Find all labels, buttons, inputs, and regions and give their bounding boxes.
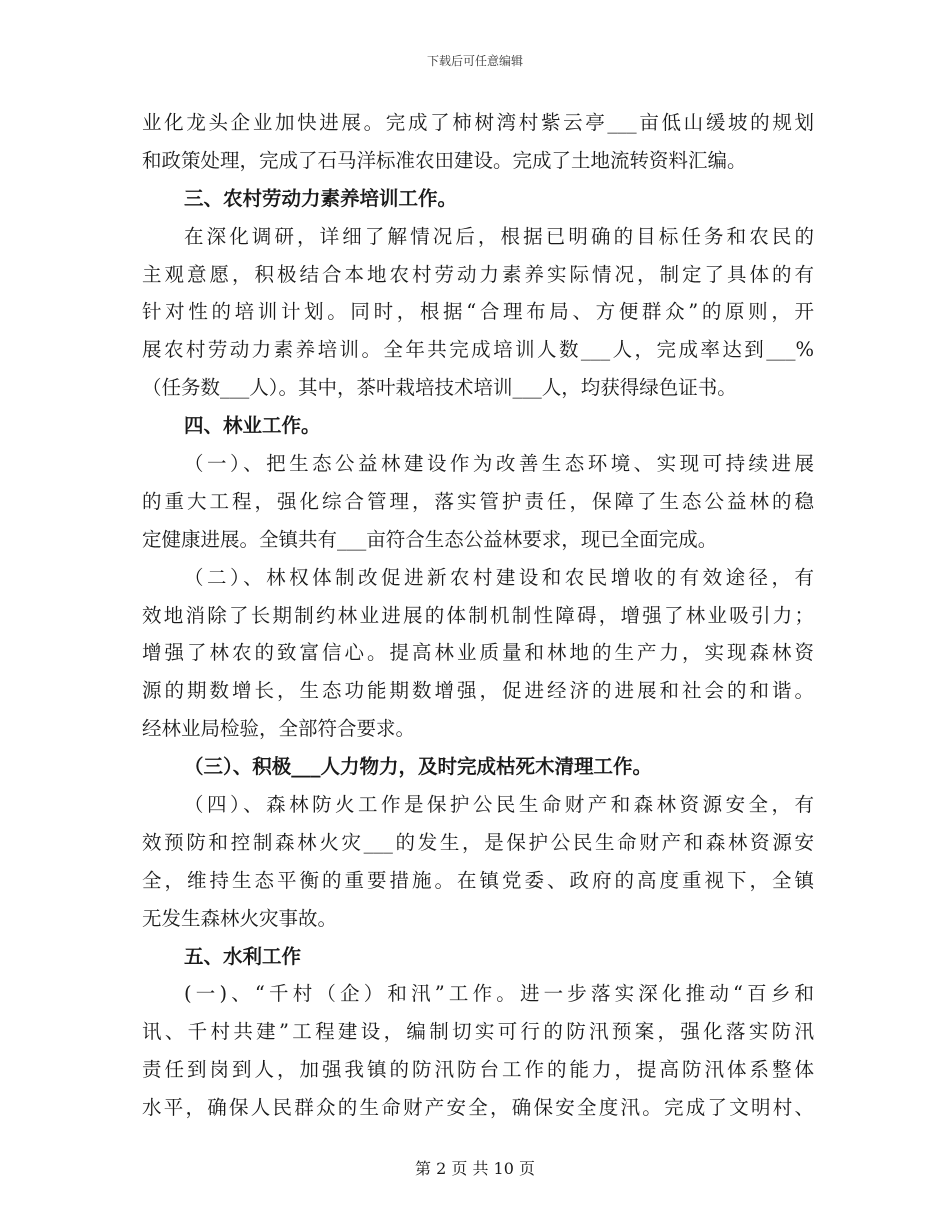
- body-line: 效地消除了长期制约林业进展的体制机制性障碍，增强了林业吸引力；: [142, 603, 814, 627]
- body-line: 针对性的培训计划。同时，根据“合理布局、方便群众”的原则，开: [142, 300, 814, 324]
- body-line: 定健康进展。全镇共有___亩符合生态公益林要求，现已全面完成。: [142, 527, 718, 551]
- section-heading: 四、林业工作。: [184, 414, 321, 438]
- body-line: 效预防和控制森林火灾___的发生，是保护公民生命财产和森林资源安: [142, 830, 814, 854]
- document-body: [142, 104, 814, 1127]
- body-line: 主观意愿，积极结合本地农村劳动力素养实际情况，制定了具体的有: [142, 262, 814, 286]
- body-line: （二）、林权体制改促进新农村建设和农民增收的有效途径，有: [184, 565, 814, 589]
- body-line: 的重大工程，强化综合管理，落实管护责任，保障了生态公益林的稳: [142, 489, 814, 513]
- header-note: 下载后可任意编辑: [426, 54, 523, 68]
- body-line: （一）、把生态公益林建设作为改善生态环境、实现可持续进展: [184, 452, 814, 476]
- body-line: 经林业局检验，全部符合要求。: [142, 717, 416, 741]
- body-line: 水平，确保人民群众的生命财产安全，确保安全度汛。完成了文明村、: [142, 1096, 814, 1120]
- body-line: 讯、千村共建”工程建设，编制切实可行的防汛预案，强化落实防汛: [142, 1020, 814, 1044]
- section-heading: （三）、积极___人力物力，及时完成枯死木清理工作。: [184, 755, 653, 779]
- body-line: 和政策处理，完成了石马洋标准农田建设。完成了土地流转资料汇编。: [142, 148, 747, 172]
- body-line: 增强了林农的致富信心。提高林业质量和林地的生产力，实现森林资: [142, 641, 814, 665]
- body-line: （四）、森林防火工作是保护公民生命财产和森林资源安全，有: [184, 793, 814, 817]
- body-line: 全，维持生态平衡的重要措施。在镇党委、政府的高度重视下，全镇: [142, 868, 814, 892]
- body-line: 在深化调研，详细了解情况后，根据已明确的目标任务和农民的: [184, 224, 814, 248]
- page-number: 第 2 页 共 10 页: [415, 1159, 535, 1178]
- body-line: 源的期数增长，生态功能期数增强，促进经济的进展和社会的和谐。: [142, 679, 814, 703]
- section-heading: 五、水利工作: [184, 944, 302, 968]
- body-line: 展农村劳动力素养培训。全年共完成培训人数___人，完成率达到___%: [142, 338, 814, 362]
- body-line: 业化龙头企业加快进展。完成了柿树湾村紫云亭___亩低山缓坡的规划: [142, 111, 814, 134]
- body-line: (一)、“千村（企）和汛”工作。进一步落实深化推动“百乡和: [184, 982, 814, 1006]
- body-line: 无发生森林火灾事故。: [142, 906, 338, 930]
- section-heading: 三、农村劳动力素养培训工作。: [184, 186, 458, 210]
- body-line: 责任到岗到人，加强我镇的防汛防台工作的能力，提高防汛体系整体: [142, 1058, 814, 1082]
- body-line: （任务数___人）。其中，茶叶栽培技术培训___人，均获得绿色证书。: [142, 376, 737, 400]
